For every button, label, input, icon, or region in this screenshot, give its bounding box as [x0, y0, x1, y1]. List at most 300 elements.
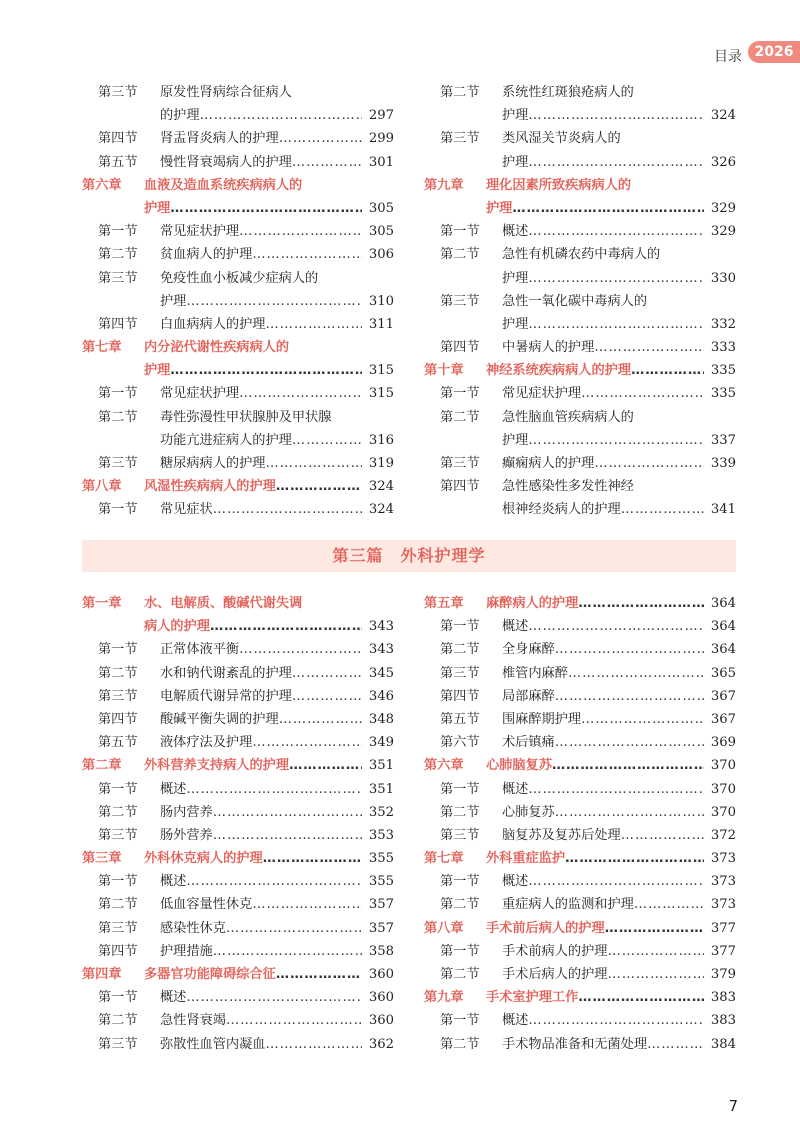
section-label: 第一节 [98, 781, 138, 797]
dot-leader [608, 963, 705, 986]
toc-section-entry [424, 104, 736, 127]
toc-chapter-entry [82, 359, 394, 382]
entry-title: 护理 [144, 200, 171, 216]
section-label: 第六节 [440, 735, 480, 751]
entry-title: 水和钠代谢紊乱的护理 [160, 665, 292, 681]
toc-section-entry [424, 429, 736, 452]
dot-leader [621, 498, 704, 521]
entry-title: 护理 [144, 363, 171, 379]
dot-leader [552, 754, 704, 777]
entry-title: 风湿性疾病病人的护理 [144, 479, 276, 495]
entry-title: 肾盂肾炎病人的护理 [160, 131, 279, 147]
section-label: 第二节 [440, 409, 480, 425]
dot-leader [578, 592, 704, 615]
chapter-label: 第七章 [82, 340, 122, 356]
section-label: 第一节 [98, 990, 138, 1006]
entry-title: 系统性红斑狼疮病人的 [502, 85, 634, 100]
entry-title: 概述 [502, 224, 529, 240]
toc-top-right-column [424, 81, 736, 522]
entry-page-number: 377 [710, 920, 736, 936]
dot-leader [528, 104, 704, 127]
entry-page-number: 383 [710, 1013, 736, 1029]
entry-page-number: 379 [710, 967, 736, 982]
dot-leader [266, 452, 363, 475]
section-label: 第三节 [440, 456, 480, 471]
entry-page-number: 360 [368, 967, 394, 982]
entry-page-number: 372 [710, 827, 736, 843]
dot-leader [186, 290, 362, 313]
toc-section-entry [82, 313, 394, 336]
entry-title: 常见症状护理 [160, 386, 240, 402]
entry-page-number: 384 [710, 1036, 736, 1052]
section-label: 第二节 [440, 642, 480, 658]
entry-page-number: 369 [710, 735, 736, 751]
entry-title: 肠内营养 [160, 804, 213, 820]
dot-leader [647, 1033, 704, 1056]
section-label: 第一节 [440, 224, 480, 240]
dot-leader [276, 475, 362, 498]
entry-page-number: 351 [368, 781, 394, 797]
section-label: 第四节 [440, 479, 480, 495]
section-label: 第二节 [98, 804, 138, 820]
entry-page-number: 364 [710, 642, 736, 658]
entry-title: 内分泌代谢性疾病病人的 [144, 340, 290, 356]
chapter-label: 第一章 [82, 596, 122, 611]
dot-leader [200, 104, 362, 127]
entry-page-number: 365 [710, 665, 736, 681]
entry-title: 电解质代谢异常的护理 [160, 688, 292, 704]
entry-page-number: 383 [710, 990, 736, 1006]
entry-title: 手术前病人的护理 [502, 943, 608, 959]
section-label: 第一节 [440, 781, 480, 797]
entry-page-number: 362 [368, 1036, 394, 1052]
chapter-label: 第四章 [82, 967, 122, 982]
toc-section-entry [424, 498, 736, 521]
entry-title: 护理措施 [160, 943, 213, 959]
toc-section-entry [424, 731, 736, 754]
dot-leader [210, 615, 362, 638]
entry-title: 功能亢进症病人的护理 [160, 432, 292, 448]
toc-section-entry [82, 1033, 394, 1056]
entry-title: 急性一氧化碳中毒病人的 [502, 293, 648, 309]
entry-page-number: 299 [368, 131, 394, 147]
section-label: 第三节 [98, 85, 138, 100]
entry-title: 护理 [502, 270, 529, 286]
entry-page-number: 330 [710, 270, 736, 286]
chapter-label: 第七章 [424, 851, 464, 867]
dot-leader [292, 429, 362, 452]
section-label: 第一节 [440, 943, 480, 959]
entry-title: 护理 [502, 432, 529, 448]
toc-section-entry [424, 475, 736, 498]
entry-page-number: 326 [710, 154, 736, 170]
entry-title: 护理 [486, 200, 513, 216]
entry-title: 的护理 [160, 108, 200, 124]
section-label: 第二节 [98, 247, 138, 263]
toc-chapter-entry [82, 963, 394, 986]
dot-leader [279, 708, 362, 731]
toc-section-entry [424, 1033, 736, 1056]
dot-leader [239, 220, 362, 243]
dot-leader [555, 801, 704, 824]
entry-page-number: 335 [710, 363, 736, 379]
entry-title: 病人的护理 [144, 619, 210, 635]
section-label: 第四节 [440, 340, 480, 356]
dot-leader [528, 267, 704, 290]
toc-chapter-entry [424, 592, 736, 615]
entry-page-number: 373 [710, 897, 736, 913]
section-label: 第一节 [98, 642, 138, 658]
dot-leader [528, 615, 704, 638]
entry-title: 外科营养支持病人的护理 [144, 758, 290, 774]
entry-title: 急性脑血管疾病病人的 [502, 409, 634, 425]
entry-title: 急性感染性多发性神经 [502, 479, 634, 495]
header-section-label: 目录 [714, 49, 742, 65]
page-number: 7 [728, 1097, 738, 1115]
toc-chapter-entry [424, 754, 736, 777]
section-label: 第四节 [98, 131, 138, 147]
toc-section-entry [82, 685, 394, 708]
dot-leader [186, 870, 362, 893]
dot-leader [578, 986, 704, 1009]
entry-title: 概述 [160, 990, 187, 1006]
dot-leader [252, 243, 362, 266]
section-label: 第三节 [98, 456, 138, 471]
dot-leader [226, 1009, 362, 1032]
toc-section-entry [424, 662, 736, 685]
dot-leader [581, 708, 704, 731]
toc-section-entry [424, 615, 736, 638]
entry-title: 水、电解质、酸碱代谢失调 [144, 596, 303, 611]
dot-leader [555, 638, 704, 661]
dot-leader [528, 778, 704, 801]
toc-section-entry [82, 382, 394, 405]
toc-section-entry [82, 708, 394, 731]
toc-chapter-entry [424, 174, 736, 197]
toc-section-entry [424, 870, 736, 893]
entry-page-number: 346 [368, 688, 394, 704]
toc-section-entry [82, 824, 394, 847]
toc-section-entry [424, 382, 736, 405]
entry-page-number: 360 [368, 990, 394, 1006]
entry-title: 麻醉病人的护理 [486, 596, 579, 611]
entry-page-number: 367 [710, 711, 736, 727]
toc-section-entry [424, 638, 736, 661]
entry-title: 毒性弥漫性甲状腺肿及甲状腺 [160, 409, 332, 425]
section-label: 第五节 [98, 735, 138, 751]
entry-title: 弥散性血管内凝血 [160, 1036, 266, 1052]
entry-page-number: 360 [368, 1013, 394, 1029]
entry-title: 白血病病人的护理 [160, 316, 266, 332]
toc-chapter-entry [82, 847, 394, 870]
toc-bottom-left-column [82, 592, 394, 1056]
entry-title: 常见症状护理 [160, 224, 240, 240]
section-label: 第四节 [98, 711, 138, 727]
toc-top-left-column [82, 81, 394, 522]
entry-title: 概述 [160, 874, 187, 890]
dot-leader [568, 662, 704, 685]
section-label: 第一节 [98, 502, 138, 518]
entry-page-number: 373 [710, 874, 736, 890]
chapter-label: 第三章 [82, 851, 122, 867]
entry-title: 概述 [502, 1013, 529, 1029]
section-label: 第一节 [440, 619, 480, 635]
section-label: 第三节 [440, 827, 480, 843]
entry-title: 常见症状护理 [502, 386, 582, 402]
section-label: 第二节 [98, 665, 138, 681]
toc-section-entry [82, 81, 394, 104]
entry-page-number: 319 [368, 456, 394, 471]
section-label: 第二节 [98, 409, 138, 425]
section-label: 第三节 [440, 293, 480, 309]
toc-section-entry [82, 429, 394, 452]
section-label: 第一节 [440, 874, 480, 890]
entry-title: 癫痫病人的护理 [502, 456, 595, 471]
toc-section-entry [82, 498, 394, 521]
toc-section-entry [82, 731, 394, 754]
section-label: 第三节 [440, 131, 480, 147]
entry-page-number: 316 [368, 432, 394, 448]
dot-leader [528, 220, 704, 243]
toc-section-entry [424, 963, 736, 986]
entry-page-number: 329 [710, 224, 736, 240]
dot-leader [555, 685, 704, 708]
entry-title: 外科重症监护 [486, 851, 566, 867]
toc-section-entry [82, 104, 394, 127]
chapter-label: 第五章 [424, 596, 464, 611]
toc-section-entry [82, 452, 394, 475]
entry-page-number: 355 [368, 851, 394, 867]
entry-page-number: 343 [368, 642, 394, 658]
entry-title: 感染性休克 [160, 920, 226, 936]
entry-page-number: 357 [368, 897, 394, 913]
entry-page-number: 315 [368, 386, 394, 402]
entry-page-number: 332 [710, 316, 736, 332]
entry-title: 术后镇痛 [502, 735, 555, 751]
toc-section-entry [424, 267, 736, 290]
entry-page-number: 348 [368, 711, 394, 727]
dot-leader [213, 498, 362, 521]
dot-leader [266, 1033, 363, 1056]
entry-page-number: 345 [368, 665, 394, 681]
toc-chapter-entry [82, 475, 394, 498]
toc-section-entry [424, 81, 736, 104]
entry-title: 围麻醉期护理 [502, 711, 582, 727]
dot-leader [581, 382, 704, 405]
section-label: 第三节 [98, 827, 138, 843]
dot-leader [528, 151, 704, 174]
entry-page-number: 377 [710, 943, 736, 959]
entry-title: 手术后病人的护理 [502, 967, 608, 982]
toc-chapter-entry [424, 359, 736, 382]
chapter-label: 第九章 [424, 990, 464, 1006]
entry-title: 正常体液平衡 [160, 642, 240, 658]
toc-section-entry [424, 406, 736, 429]
section-label: 第二节 [440, 85, 480, 100]
entry-title: 全身麻醉 [502, 642, 555, 658]
dot-leader [170, 359, 362, 382]
entry-page-number: 352 [368, 804, 394, 820]
chapter-label: 第六章 [424, 758, 464, 774]
entry-title: 理化因素所致疾病病人的 [486, 177, 632, 193]
toc-chapter-entry [82, 592, 394, 615]
entry-page-number: 305 [368, 200, 394, 216]
toc-section-entry [424, 220, 736, 243]
entry-title: 概述 [160, 781, 187, 797]
toc-section-entry [424, 1009, 736, 1032]
chapter-label: 第六章 [82, 177, 122, 193]
toc-section-entry [82, 1009, 394, 1032]
toc-section-entry [424, 893, 736, 916]
entry-title: 低血容量性休克 [160, 897, 253, 913]
dot-leader [239, 638, 362, 661]
toc-section-entry [82, 986, 394, 1009]
dot-leader [289, 754, 362, 777]
entry-page-number: 306 [368, 247, 394, 263]
section-label: 第二节 [98, 1013, 138, 1029]
entry-title: 手术前后病人的护理 [486, 920, 605, 936]
dot-leader [186, 778, 362, 801]
toc-chapter-entry [82, 754, 394, 777]
dot-leader [170, 197, 362, 220]
toc-section-entry [82, 940, 394, 963]
entry-page-number: 329 [710, 200, 736, 216]
dot-leader [528, 429, 704, 452]
section-label: 第一节 [98, 224, 138, 240]
toc-section-entry [424, 243, 736, 266]
dot-leader [239, 382, 362, 405]
entry-page-number: 297 [368, 108, 394, 124]
section-label: 第四节 [98, 943, 138, 959]
dot-leader [528, 870, 704, 893]
entry-page-number: 355 [368, 874, 394, 890]
entry-page-number: 341 [710, 502, 736, 518]
entry-page-number: 324 [368, 479, 394, 495]
dot-leader [605, 917, 704, 940]
entry-title: 手术物品准备和无菌处理 [502, 1036, 648, 1052]
entry-title: 酸碱平衡失调的护理 [160, 711, 279, 727]
entry-title: 常见症状 [160, 502, 213, 518]
toc-section-entry [82, 638, 394, 661]
toc-section-entry [424, 290, 736, 313]
toc-section-entry [82, 917, 394, 940]
entry-page-number: 353 [368, 827, 394, 843]
dot-leader [263, 847, 362, 870]
dot-leader [555, 731, 704, 754]
dot-leader [292, 151, 362, 174]
dot-leader [594, 452, 704, 475]
entry-page-number: 351 [368, 758, 394, 774]
toc-section-entry [424, 824, 736, 847]
dot-leader [213, 824, 362, 847]
entry-title: 脑复苏及复苏后处理 [502, 827, 621, 843]
section-label: 第五节 [440, 711, 480, 727]
toc-bottom-right-column [424, 592, 736, 1056]
entry-title: 心肺脑复苏 [486, 758, 552, 774]
entry-page-number: 315 [368, 363, 394, 379]
entry-title: 根神经炎病人的护理 [502, 502, 621, 518]
dot-leader [279, 127, 362, 150]
section-label: 第二节 [440, 804, 480, 820]
entry-page-number: 301 [368, 154, 394, 170]
section-label: 第三节 [440, 665, 480, 681]
dot-leader [252, 731, 362, 754]
dot-leader [512, 197, 704, 220]
entry-page-number: 370 [710, 758, 736, 774]
dot-leader [528, 313, 704, 336]
entry-title: 概述 [502, 619, 529, 635]
section-label: 第二节 [98, 897, 138, 913]
entry-title: 手术室护理工作 [486, 990, 579, 1006]
entry-page-number: 343 [368, 619, 394, 635]
entry-page-number: 324 [368, 502, 394, 518]
toc-chapter-entry [424, 197, 736, 220]
section-label: 第二节 [440, 1036, 480, 1052]
toc-section-entry [424, 708, 736, 731]
section-label: 第五节 [98, 154, 138, 170]
dot-leader [252, 893, 362, 916]
entry-title: 免疫性血小板减少症病人的 [160, 270, 319, 286]
entry-title: 重症病人的监测和护理 [502, 897, 634, 913]
section-label: 第三节 [98, 920, 138, 936]
entry-page-number: 370 [710, 781, 736, 797]
toc-chapter-entry [424, 847, 736, 870]
toc-chapter-entry [82, 336, 394, 359]
entry-title: 肠外营养 [160, 827, 213, 843]
dot-leader [528, 1009, 704, 1032]
entry-title: 护理 [160, 293, 187, 309]
toc-section-entry [82, 151, 394, 174]
toc-section-entry [424, 313, 736, 336]
entry-title: 血液及造血系统疾病病人的 [144, 177, 303, 193]
section-label: 第一节 [98, 874, 138, 890]
toc-section-entry [424, 801, 736, 824]
entry-page-number: 333 [710, 340, 736, 356]
toc-section-entry [82, 662, 394, 685]
entry-title: 贫血病人的护理 [160, 247, 253, 263]
entry-title: 急性有机磷农药中毒病人的 [502, 247, 661, 263]
entry-title: 类风湿关节炎病人的 [502, 131, 621, 147]
dot-leader [186, 986, 362, 1009]
dot-leader [634, 893, 704, 916]
section-label: 第三节 [98, 1036, 138, 1052]
section-label: 第一节 [98, 386, 138, 402]
chapter-label: 第二章 [82, 758, 122, 774]
entry-title: 护理 [502, 154, 529, 170]
dot-leader [608, 940, 705, 963]
entry-title: 护理 [502, 108, 529, 124]
toc-section-entry [424, 452, 736, 475]
dot-leader [213, 940, 362, 963]
chapter-label: 第八章 [424, 920, 464, 936]
entry-page-number: 349 [368, 735, 394, 751]
entry-title: 液体疗法及护理 [160, 735, 253, 751]
entry-page-number: 324 [710, 108, 736, 124]
toc-section-entry [424, 940, 736, 963]
dot-leader [276, 963, 362, 986]
entry-title: 外科休克病人的护理 [144, 851, 263, 867]
toc-chapter-entry [424, 917, 736, 940]
section-label: 第四节 [98, 316, 138, 332]
section-label: 第二节 [440, 247, 480, 263]
toc-section-entry [424, 685, 736, 708]
entry-page-number: 305 [368, 224, 394, 240]
toc-chapter-entry [82, 174, 394, 197]
dot-leader [213, 801, 362, 824]
toc-section-entry [82, 893, 394, 916]
dot-leader [292, 685, 362, 708]
toc-section-entry [82, 778, 394, 801]
